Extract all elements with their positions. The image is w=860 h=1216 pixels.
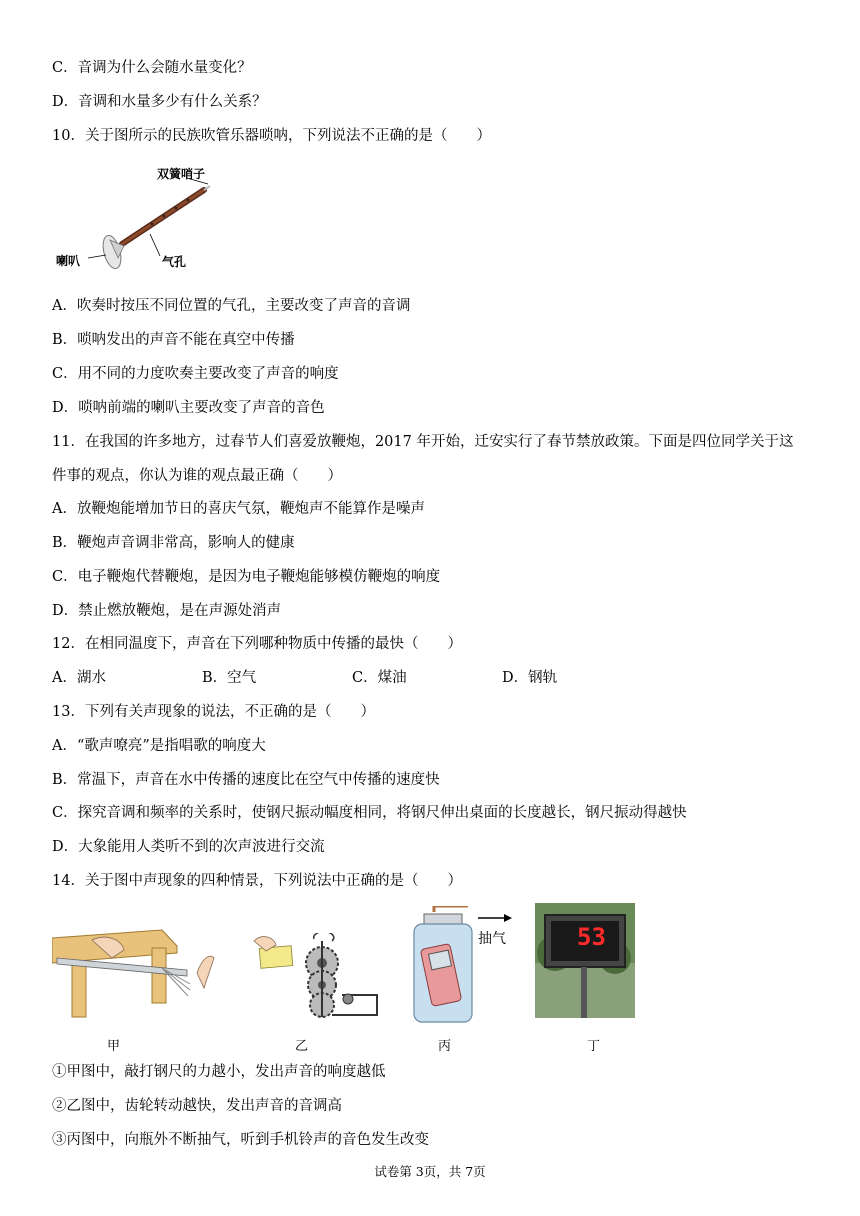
caption-ding: 丁 [587, 1039, 601, 1054]
q9-option-d: D．音调和水量多少有什么关系？ [52, 94, 267, 110]
q10-option-b: B．唢呐发出的声音不能在真空中传播 [52, 332, 295, 348]
caption-yi: 乙 [295, 1039, 309, 1054]
q12-stem: 12．在相同温度下，声音在下列哪种物质中传播的最快（ ） [52, 636, 462, 652]
hole-label: 气孔 [162, 255, 187, 269]
caption-bing: 丙 [438, 1039, 452, 1054]
q11-stem-line1: 11．在我国的许多地方，过春节人们喜爱放鞭炮，2017 年开始，迁安实行了春节禁放政策。下面是四位同学关于这 [52, 434, 794, 450]
noise-reading: 53 [577, 923, 606, 951]
q11-stem-line2: 件事的观点，你认为谁的观点最正确（ ） [52, 468, 342, 484]
suona-figure [52, 160, 232, 275]
gears-illustration [252, 933, 382, 1018]
noise-display-illustration [535, 903, 635, 1018]
q11-option-a: A．放鞭炮能增加节日的喜庆气氛，鞭炮声不能算作是噪声 [52, 501, 425, 517]
q14-statement-3: ③丙图中，向瓶外不断抽气，听到手机铃声的音色发生改变 [52, 1132, 429, 1148]
q12-option-c: C．煤油 [352, 670, 407, 686]
caption-jia: 甲 [107, 1039, 121, 1054]
q14-statement-1: ①甲图中，敲打钢尺的力越小，发出声音的响度越低 [52, 1064, 386, 1080]
q11-option-c: C．电子鞭炮代替鞭炮，是因为电子鞭炮能够模仿鞭炮的响度 [52, 569, 441, 585]
horn-label: 喇叭 [56, 254, 81, 268]
figure-ding-noise-display [535, 903, 635, 1018]
figure-jia-steel-ruler [52, 918, 217, 1018]
figure-yi-gears [252, 933, 382, 1018]
q11-option-b: B．鞭炮声音调非常高，影响人的健康 [52, 535, 295, 551]
q13-option-a: A．“歌声嘹亮”是指唱歌的响度大 [52, 738, 266, 754]
reed-label: 双簧哨子 [157, 167, 206, 181]
figure-bing-jar [412, 906, 520, 1024]
q12-option-a: A．湖水 [52, 670, 106, 686]
q13-stem: 13．下列有关声现象的说法，不正确的是（ ） [52, 704, 375, 720]
q14-statement-2: ②乙图中，齿轮转动越快，发出声音的音调高 [52, 1098, 342, 1114]
steel-ruler-illustration [52, 918, 217, 1018]
pump-label: 抽气 [478, 931, 506, 947]
q13-option-b: B．常温下，声音在水中传播的速度比在空气中传播的速度快 [52, 772, 440, 788]
q12-option-b: B．空气 [202, 670, 257, 686]
q13-option-c: C．探究音调和频率的关系时，使钢尺振动幅度相同，将钢尺伸出桌面的长度越长，钢尺振动得越快 [52, 805, 687, 821]
q14-stem: 14．关于图中声现象的四种情景，下列说法中正确的是（ ） [52, 873, 462, 889]
q12-option-d: D．钢轨 [502, 670, 558, 686]
page-footer: 试卷第 3页，共 7页 [374, 1164, 486, 1179]
q10-stem: 10．关于图所示的民族吹管乐器唢呐，下列说法不正确的是（ ） [52, 128, 491, 144]
q10-option-a: A．吹奏时按压不同位置的气孔，主要改变了声音的音调 [52, 298, 411, 314]
jar-illustration [412, 906, 520, 1024]
q13-option-d: D．大象能用人类听不到的次声波进行交流 [52, 839, 325, 855]
q11-option-d: D．禁止燃放鞭炮，是在声源处消声 [52, 603, 282, 619]
q10-option-c: C．用不同的力度吹奏主要改变了声音的响度 [52, 366, 339, 382]
q9-option-c: C．音调为什么会随水量变化？ [52, 60, 252, 76]
q10-option-d: D．唢呐前端的喇叭主要改变了声音的音色 [52, 400, 325, 416]
